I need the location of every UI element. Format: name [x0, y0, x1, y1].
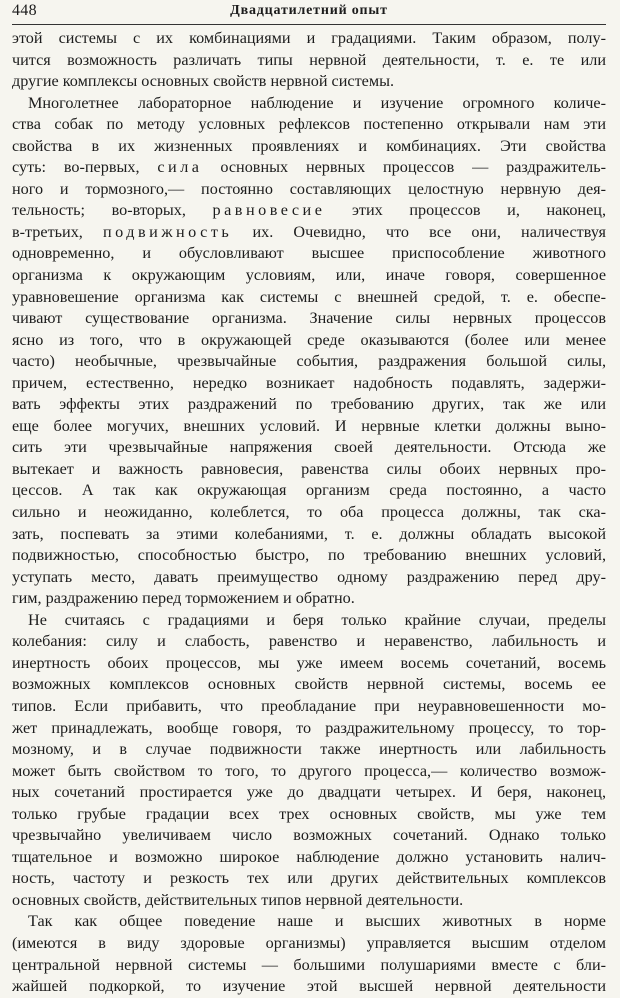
text-line [12, 200, 606, 222]
line-text: возможных комплексов основных свойств нервной системы, восемь ее [12, 675, 606, 694]
text-line [12, 157, 606, 179]
text-line [12, 93, 606, 115]
line-text: сильно и неожиданно, колеблется, то оба процесса должны, так ска- [12, 503, 606, 522]
text-line [12, 696, 606, 718]
line-text: зать, поспевать за этими колебаниями, т. е. должны обладать высокой [12, 524, 606, 543]
text-line [12, 265, 606, 287]
text-line [12, 933, 606, 955]
line-text: подвижностью, способностью быстро, по требованию внешних условий, [12, 546, 606, 565]
text-line [12, 631, 606, 653]
text-line [12, 416, 606, 438]
line-text: Не считаясь с градациями и беря только крайние случаи, пределы [28, 610, 606, 629]
text-line [12, 502, 606, 524]
text-line [12, 653, 606, 675]
text-line [12, 890, 606, 912]
line-text: вать эффекты этих раздражений по требованию других, так же или [12, 395, 606, 414]
header-rule [12, 24, 606, 25]
line-text: жет принадлежать, вообще говоря, то раздражительному процессу, то тор- [12, 718, 606, 737]
text-line [12, 610, 606, 632]
text-line [12, 782, 606, 804]
text-line [12, 868, 606, 890]
text-line [12, 308, 606, 330]
body-text [12, 28, 606, 998]
line-text: центральной нервной системы — большими полушариями вместе с бли- [12, 955, 606, 974]
page-number: 448 [12, 2, 37, 19]
line-text: их. Очевидно, что все они, наличествуя [232, 222, 606, 241]
text-line [12, 136, 606, 158]
line-text: колебания: силу и слабость, равенство и неравенство, лабильность и [12, 632, 606, 651]
line-text: Так как общее поведение наше и высших животных в норме [28, 912, 606, 931]
text-line [12, 674, 606, 696]
line-text: инертность обоих процессов, мы уже имеем восемь сочетаний, восемь [12, 653, 606, 672]
line-text: другие комплексы основных свойств нервной системы. [12, 72, 395, 91]
line-text: чится возможность различать типы нервной деятельности, т. е. те или [12, 50, 606, 69]
line-text: Многолетнее лабораторное наблюдение и изучение огромного количе- [28, 93, 606, 112]
line-text: основных нервных процессов — раздражитель- [202, 158, 606, 177]
line-text: этих процессов и, наконец, [325, 201, 606, 220]
line-text: одновременно, и обусловливают высшее приспособление животного [12, 244, 606, 263]
line-text: уступать место, давать преимущество одному раздражению перед дру- [12, 567, 606, 586]
text-line [12, 567, 606, 589]
line-text: типов. Если прибавить, что преобладание при неуравновешенности мо- [12, 696, 606, 715]
text-line [12, 588, 606, 610]
text-line [12, 287, 606, 309]
line-text: жайшей подкоркой, то изучение этой высшей нервной деятельности [12, 977, 606, 996]
text-line [12, 459, 606, 481]
running-title: Двадцатилетний опыт [230, 3, 388, 18]
running-head [12, 2, 606, 22]
text-line [12, 114, 606, 136]
line-text: этой системы с их комбинациями и градациями. Таким образом, полу- [12, 29, 606, 47]
line-text: часто) необычные, чрезвычайные события, раздражения большой силы, [12, 352, 606, 371]
text-line [12, 50, 606, 72]
text-line [12, 847, 606, 869]
text-line [12, 330, 606, 352]
text-line [12, 373, 606, 395]
text-line [12, 222, 606, 244]
line-text: может быть свойством то того, то другого процесса,— количество возмож- [12, 761, 606, 780]
line-text: организма к окружающим условиям, или, иначе говоря, совершенное [12, 266, 606, 285]
line-text: суть: во-первых, [12, 158, 158, 177]
line-text: еще более могучих, внешних условий. И нервные клетки должны выно- [12, 416, 606, 435]
line-text: чрезвычайно увеличиваем число возможных сочетаний. Однако только [12, 826, 606, 845]
text-line [12, 825, 606, 847]
emphasized-term: подвижность [103, 222, 233, 241]
line-text: тщательное и возможно широкое наблюдение должно установить налич- [12, 847, 606, 866]
text-line [12, 804, 606, 826]
line-text: ность, частоту и резкость тех или других действительных комплексов [12, 869, 606, 888]
text-line [12, 351, 606, 373]
text-line [12, 480, 606, 502]
line-text: сить эти чрезвычайные напряжения своей деятельности. Отсюда же [12, 438, 606, 457]
line-text: (имеются в виду здоровые организмы) управляется высшим отделом [12, 933, 606, 952]
text-line [12, 545, 606, 567]
emphasized-term: равновесие [212, 201, 326, 220]
line-text: ного и тормозного,— постоянно составляющих целостную нервную дея- [12, 179, 606, 198]
text-line [12, 718, 606, 740]
line-text: мозному, и в случае подвижности также инертность или лабильность [12, 740, 606, 759]
line-text: тельность; во-вторых, [12, 201, 213, 220]
text-line [12, 437, 606, 459]
line-text: только грубые градации всех трех основных свойств, мы уже тем [12, 804, 606, 823]
line-text: основных свойств, действительных типов нервной деятельности. [12, 890, 464, 909]
text-line [12, 243, 606, 265]
line-text: чивают существование организма. Значение силы нервных процессов [12, 309, 606, 328]
line-text: цессов. А так как окружающая организм среда постоянно, а часто [12, 481, 606, 500]
text-line [12, 28, 606, 50]
line-text: ных сочетаний простирается уже до двадцати четырех. И беря, наконец, [12, 783, 606, 802]
line-text: уравновешение организма как системы с внешней средой, т. е. обеспе- [12, 287, 606, 306]
line-text: ясно из того, что в окружающей среде оказываются (более или менее [12, 330, 606, 349]
text-line [12, 976, 606, 998]
text-line [12, 761, 606, 783]
emphasized-term: сила [157, 158, 203, 177]
line-text: ства собак по методу условных рефлексов постепенно открывали нам эти [12, 115, 606, 134]
text-line [12, 911, 606, 933]
line-text: в-третьих, [12, 222, 103, 241]
line-text: вытекает и важность равновесия, равенства силы обоих нервных про- [12, 459, 606, 478]
text-line [12, 955, 606, 977]
text-line [12, 524, 606, 546]
text-line [12, 71, 606, 93]
text-line [12, 739, 606, 761]
text-line [12, 394, 606, 416]
line-text: свойства в их жизненных проявлениях и комбинациях. Эти свойства [12, 136, 606, 155]
text-line [12, 179, 606, 201]
line-text: причем, естественно, нередко возникает надобность подавлять, задержи- [12, 373, 606, 392]
line-text: гим, раздражению перед торможением и обратно. [12, 589, 355, 608]
